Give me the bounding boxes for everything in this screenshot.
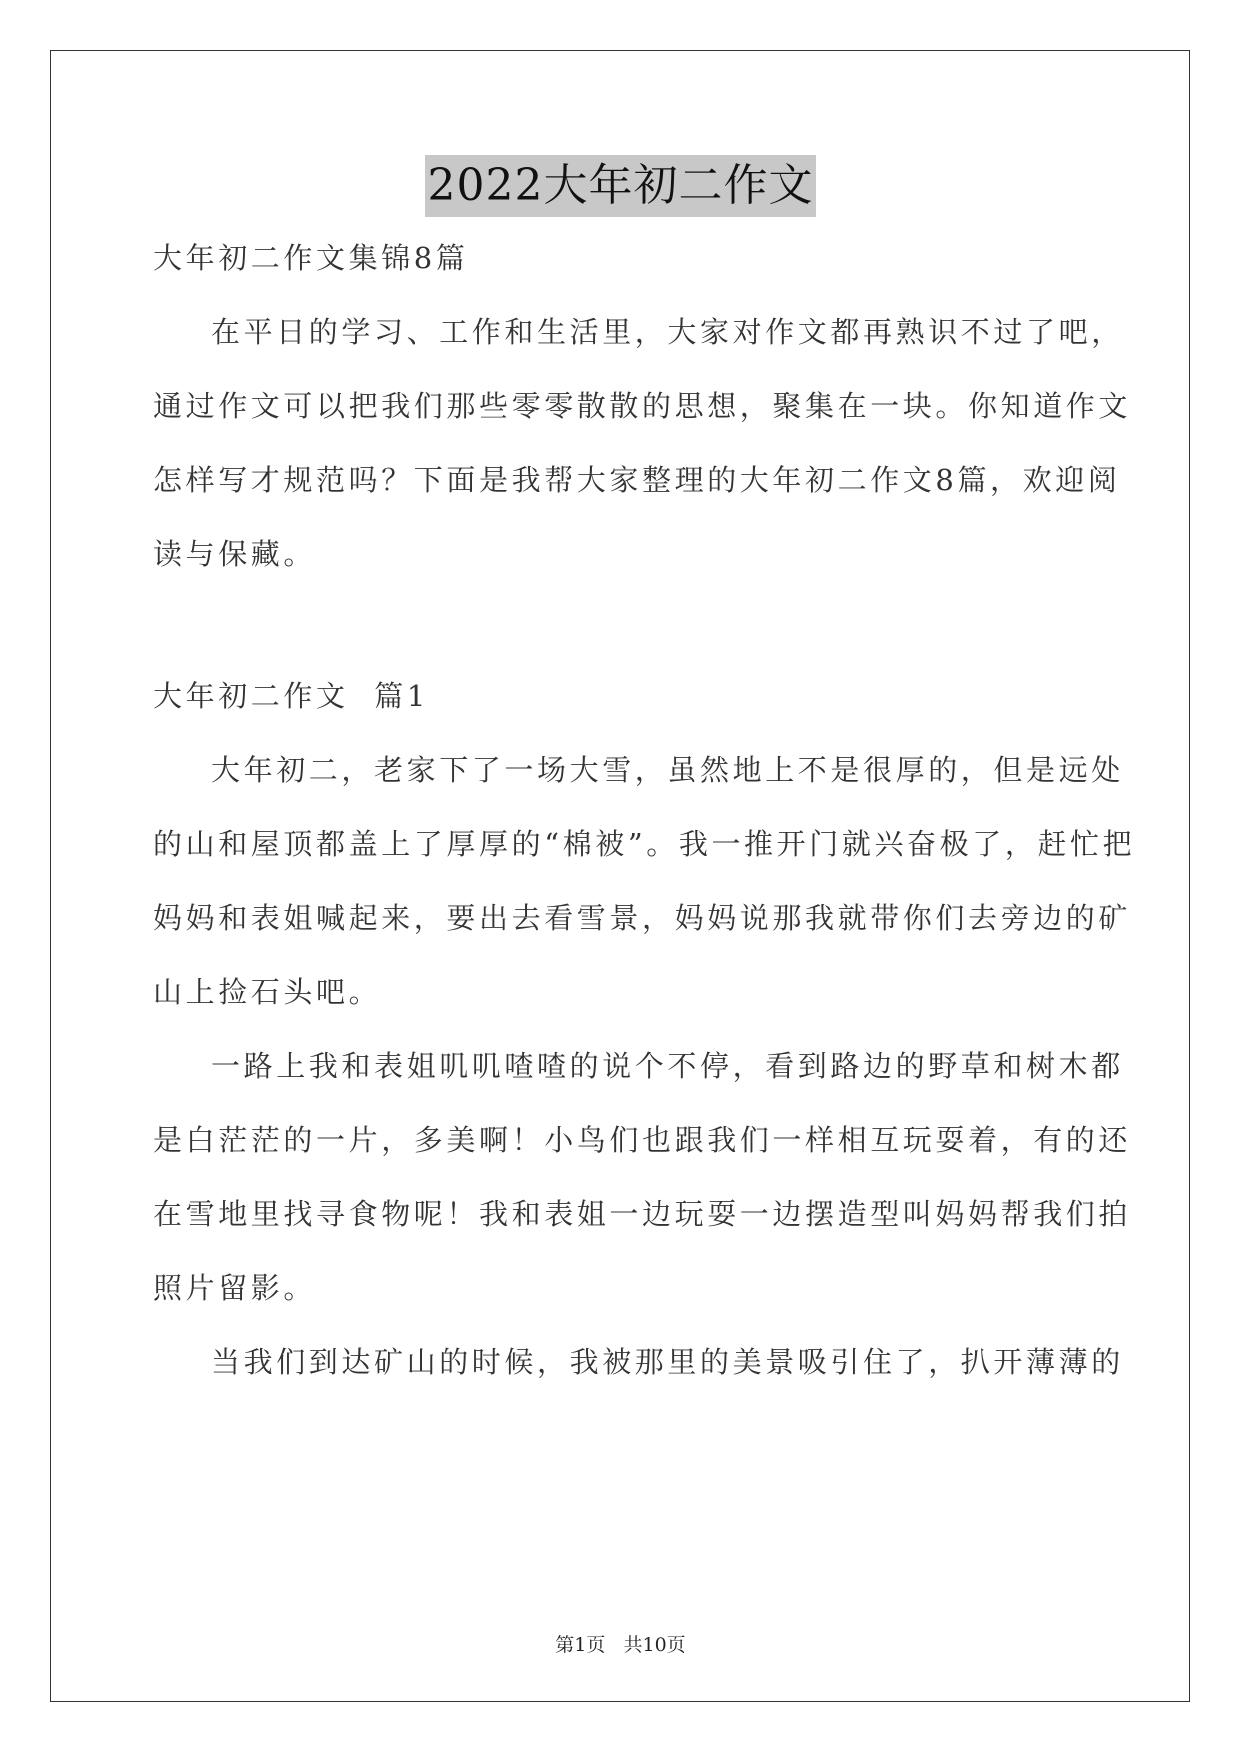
intro-line: 在平日的学习、工作和生活里，大家对作文都再熟识不过了吧， bbox=[211, 315, 1124, 349]
paragraph-line: 在雪地里找寻食物呢！我和表姐一边玩耍一边摆造型叫妈妈帮我们拍 bbox=[153, 1197, 1132, 1231]
paragraph-line: 当我们到达矿山的时候，我被那里的美景吸引住了，扒开薄薄的 bbox=[211, 1345, 1124, 1379]
intro-line: 怎样写才规范吗？下面是我帮大家整理的大年初二作文8篇，欢迎阅 bbox=[153, 463, 1121, 497]
subtitle: 大年初二作文集锦8篇 bbox=[153, 241, 469, 275]
intro-line: 读与保藏。 bbox=[153, 537, 317, 571]
paragraph-line: 妈妈和表姐喊起来，要出去看雪景，妈妈说那我就带你们去旁边的矿 bbox=[153, 901, 1132, 935]
intro-line: 通过作文可以把我们那些零零散散的思想，聚集在一块。你知道作文 bbox=[153, 389, 1132, 423]
paragraph-line: 大年初二，老家下了一场大雪，虽然地上不是很厚的，但是远处 bbox=[211, 753, 1124, 787]
page-number: 第1页 共10页 bbox=[555, 1634, 686, 1656]
paragraph-line: 山上捡石头吧。 bbox=[153, 975, 382, 1009]
section-heading: 大年初二作文 篇1 bbox=[153, 679, 429, 713]
paragraph-line: 一路上我和表姐叽叽喳喳的说个不停，看到路边的野草和树木都 bbox=[211, 1049, 1124, 1083]
page-border bbox=[50, 50, 1190, 1702]
document-title: 2022大年初二作文 bbox=[425, 155, 817, 217]
paragraph-line: 照片留影。 bbox=[153, 1271, 317, 1305]
paragraph-line: 是白茫茫的一片，多美啊！小鸟们也跟我们一样相互玩耍着，有的还 bbox=[153, 1123, 1132, 1157]
title-container bbox=[0, 155, 1241, 217]
paragraph-line: 的山和屋顶都盖上了厚厚的“棉被”。我一推开门就兴奋极了，赶忙把 bbox=[153, 827, 1136, 861]
